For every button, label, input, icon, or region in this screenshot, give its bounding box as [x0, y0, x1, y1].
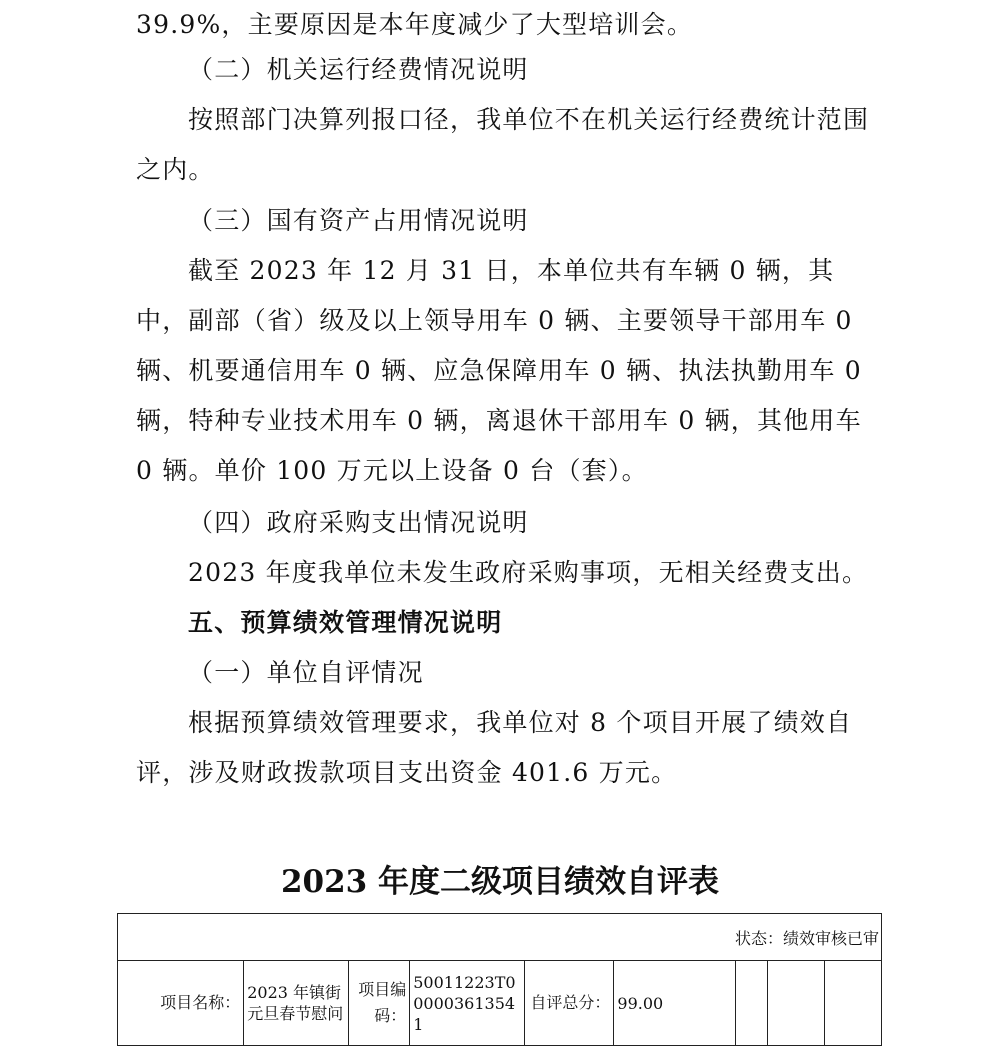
- paragraph-continuation: 39.9%，主要原因是本年度减少了大型培训会。: [136, 10, 694, 39]
- paragraph-procurement: 2023 年度我单位未发生政府采购事项，无相关经费支出。: [188, 558, 869, 587]
- project-name-value: 2023 年镇街元旦春节慰问: [244, 961, 348, 1046]
- performance-table: [117, 913, 882, 1046]
- section-heading-performance: 五、预算绩效管理情况说明: [188, 608, 503, 637]
- project-name-label: 项目名称：: [118, 961, 244, 1046]
- section-heading-procurement: （四）政府采购支出情况说明: [188, 508, 529, 537]
- section-heading-self-evaluation: （一）单位自评情况: [188, 658, 424, 687]
- status-cell: 状态：绩效审核已审: [118, 914, 882, 961]
- score-value: 99.00: [614, 961, 735, 1046]
- empty-cell: [735, 961, 767, 1046]
- section-heading-admin-costs: （二）机关运行经费情况说明: [188, 55, 529, 84]
- table-title: 2023 年度二级项目绩效自评表: [280, 864, 720, 900]
- section-heading-state-assets: （三）国有资产占用情况说明: [188, 206, 529, 235]
- empty-cell: [824, 961, 881, 1046]
- project-code-value: 50011223T000003613541: [410, 961, 524, 1046]
- status-row: [118, 914, 882, 961]
- project-code-label: 项目编码：: [348, 961, 410, 1046]
- score-label: 自评总分：: [524, 961, 614, 1046]
- table-row: [118, 961, 882, 1046]
- empty-cell: [767, 961, 824, 1046]
- paragraph-admin-costs: 按照部门决算列报口径，我单位不在机关运行经费统计范围之内。: [136, 105, 870, 184]
- paragraph-self-evaluation: 根据预算绩效管理要求，我单位对 8 个项目开展了绩效自评，涉及财政拨款项目支出资金 401.6 万元。: [136, 708, 853, 787]
- paragraph-state-assets: 截至 2023 年 12 月 31 日，本单位共有车辆 0 辆，其中，副部（省）级及以上领导用车 0 辆、主要领导干部用车 0 辆、机要通信用车 0 辆、应急保障用车 0 辆、执法执勤用车 0 辆，特种专业技术用车 0 辆，离退休干部用车 0 辆，其他用车 0 辆。单价 100 万元以上设备 0 台（套）。: [136, 256, 862, 485]
